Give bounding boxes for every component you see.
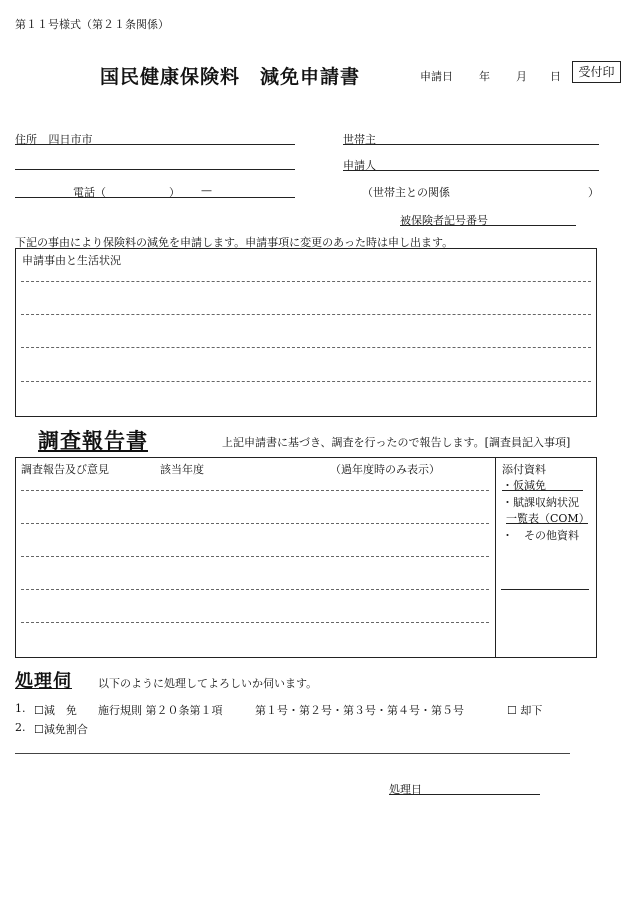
page-title: 国民健康保険料 減免申請書	[100, 66, 361, 88]
item2-number: 2.	[15, 721, 26, 734]
survey-line	[21, 556, 489, 557]
processing-date-label: 処理日	[389, 783, 422, 796]
separator-line	[15, 753, 570, 754]
date-month-label: 月	[516, 70, 527, 83]
item1-number: 1.	[15, 702, 26, 715]
survey-divider	[495, 457, 496, 658]
insured-number-label: 被保険者記号番号	[400, 214, 488, 227]
relation-close: ）	[588, 186, 599, 199]
attachments-label: 添付資料	[502, 463, 546, 476]
reception-stamp-box	[572, 61, 621, 83]
address-label: 住所	[15, 133, 37, 146]
declaration-text: 下記の事由により保険料の減免を申請します。申請事項に変更のあった時は申し出ます。	[15, 236, 454, 249]
reduction-ratio-checkbox[interactable]: ☐減免割合	[34, 723, 88, 736]
rule-reference: 施行規則 第２０条第１項	[98, 704, 223, 717]
target-year-label: 該当年度	[160, 463, 204, 476]
reason-box[interactable]	[15, 248, 597, 417]
attachment-item: 一覧表（COM）	[506, 512, 590, 525]
attachment-item: ・ その他資料	[502, 529, 579, 542]
survey-note: 上記申請書に基づき、調査を行ったので報告します。[調査員記入事項]	[222, 436, 571, 449]
reason-line	[21, 381, 591, 382]
target-year-note: （過年度時のみ表示）	[330, 463, 440, 476]
survey-line	[21, 523, 489, 524]
address-line-2[interactable]	[15, 157, 295, 170]
reason-line	[21, 314, 591, 315]
address-value: 四日市市	[48, 133, 93, 146]
address-field[interactable]	[15, 131, 295, 145]
processing-note: 以下のように処理してよろしいか伺います。	[98, 677, 318, 690]
reject-checkbox[interactable]: ☐ 却下	[507, 704, 543, 717]
reason-line	[21, 281, 591, 282]
applicant-label: 申請人	[343, 159, 376, 172]
form-number: 第１１号様式（第２１条関係）	[15, 18, 169, 31]
phone-label: 電話（	[73, 186, 106, 199]
relation-label: （世帯主との関係	[362, 186, 450, 199]
applicant-field[interactable]	[343, 157, 599, 171]
survey-heading: 調査報告書	[38, 428, 148, 453]
reduction-checkbox[interactable]: ☐減 免	[34, 704, 77, 717]
phone-mid: ）	[169, 186, 180, 199]
application-date-label: 申請日	[420, 70, 453, 83]
survey-line	[21, 589, 489, 590]
attachment-item: ・仮減免	[502, 477, 583, 491]
processing-date-field[interactable]	[389, 781, 540, 795]
insured-number-field[interactable]	[400, 212, 576, 226]
opinion-label: 調査報告及び意見	[21, 463, 109, 476]
processing-heading: 処理伺	[15, 671, 72, 692]
survey-line	[21, 622, 489, 623]
survey-line	[21, 490, 489, 491]
date-day-label: 日	[550, 70, 561, 83]
reason-box-label: 申請事由と生活状況	[22, 254, 121, 267]
reception-stamp-label: 受付印	[578, 65, 615, 79]
attachment-other-line	[501, 589, 589, 590]
attachment-item: ・賦課収納状況	[502, 496, 579, 509]
phone-field[interactable]	[15, 184, 295, 198]
date-year-label: 年	[479, 70, 490, 83]
phone-dash: —	[201, 184, 212, 197]
household-head-label: 世帯主	[343, 133, 376, 146]
rule-items: 第１号・第２号・第３号・第４号・第５号	[255, 704, 464, 717]
reason-line	[21, 347, 591, 348]
household-head-field[interactable]	[343, 131, 599, 145]
